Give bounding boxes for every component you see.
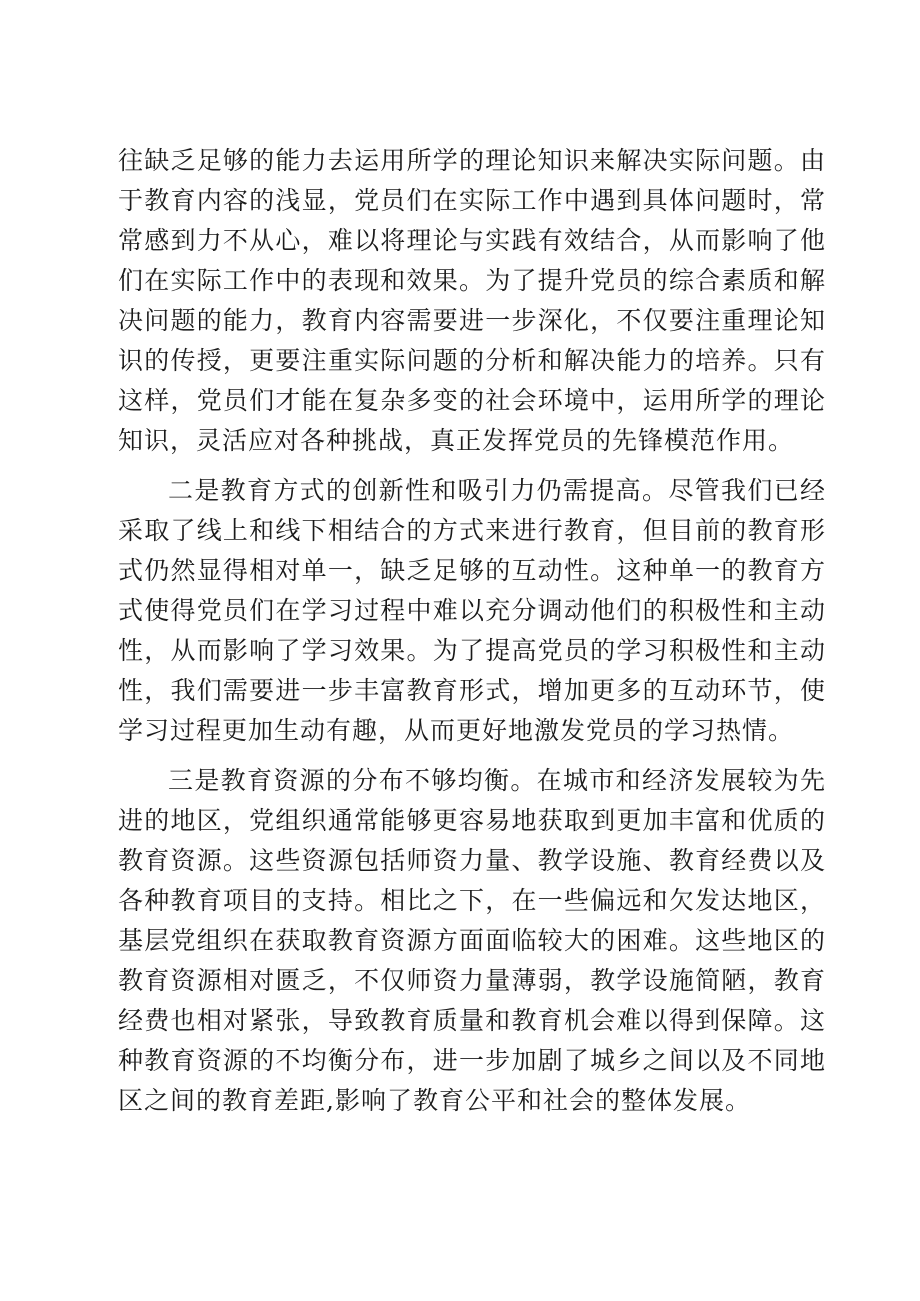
document-page bbox=[118, 141, 826, 1121]
paragraph-continued: 往缺乏足够的能力去运用所学的理论知识来解决实际问题。由于教育内容的浅显，党员们在实际工作中遇到具体问题时，常常感到力不从心，难以将理论与实践有效结合，从而影响了他们在实际工作中的表现和效果。为了提升党员的综合素质和解决问题的能力，教育内容需要进一步深化，不仅要注重理论知识的传授，更要注重实际问题的分析和解决能力的培养。只有这样，党员们才能在复杂多变的社会环境中，运用所学的理论知识，灵活应对各种挑战，真正发挥党员的先锋模范作用。 bbox=[118, 146, 826, 455]
paragraph-education-method: 二是教育方式的创新性和吸引力仍需提高。尽管我们已经采取了线上和线下相结合的方式来进行教育，但目前的教育形式仍然显得相对单一，缺乏足够的互动性。这种单一的教育方式使得党员们在学习过程中难以充分调动他们的积极性和主动性，从而影响了学习效果。为了提高党员的学习积极性和主动性，我们需要进一步丰富教育形式，增加更多的互动环节，使学习过程更加生动有趣，从而更好地激发党员的学习热情。 bbox=[118, 476, 826, 745]
paragraph-education-resources: 三是教育资源的分布不够均衡。在城市和经济发展较为先进的地区，党组织通常能够更容易地获取到更加丰富和优质的教育资源。这些资源包括师资力量、教学设施、教育经费以及各种教育项目的支持。相比之下，在一些偏远和欠发达地区，基层党组织在获取教育资源方面面临较大的困难。这些地区的教育资源相对匮乏，不仅师资力量薄弱，教学设施简陋，教育经费也相对紧张，导致教育质量和教育机会难以得到保障。这种教育资源的不均衡分布，进一步加剧了城乡之间以及不同地区之间的教育差距,影响了教育公平和社会的整体发展。 bbox=[118, 766, 826, 1115]
